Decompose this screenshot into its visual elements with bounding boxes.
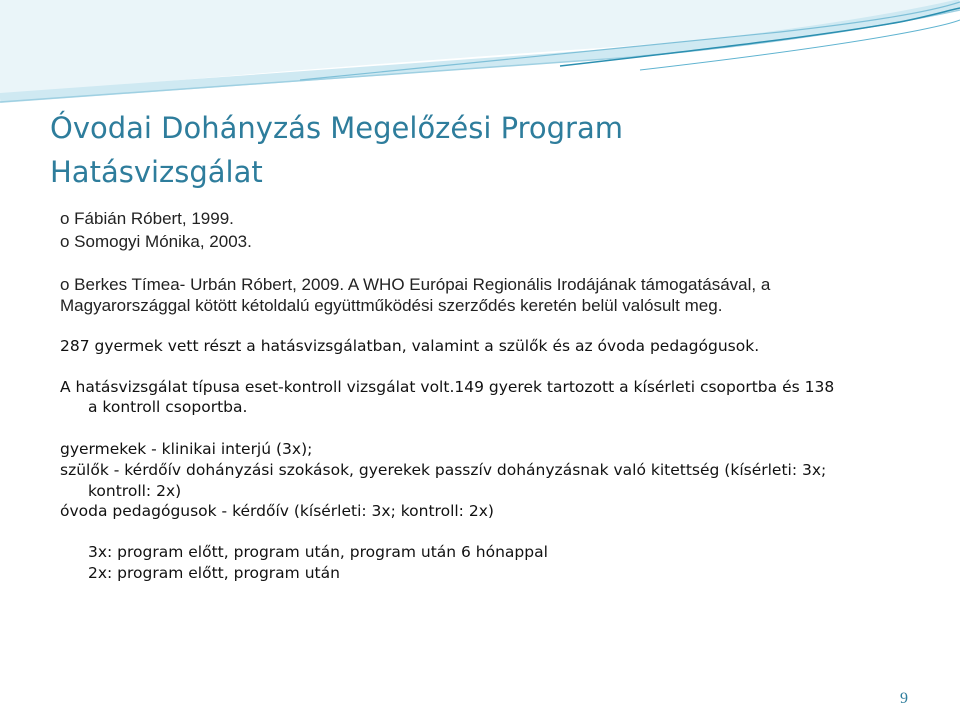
- title-line-2: Hatásvizsgálat: [50, 155, 263, 189]
- who-paragraph-line-2: Magyarországgal kötött kétoldalú együttműködési szerződés keretén belül valósult meg.: [60, 296, 723, 315]
- slide-title: [50, 106, 910, 194]
- method-children: gyermekek - klinikai interjú (3x);: [60, 440, 313, 458]
- study-type-line-1: A hatásvizsgálat típusa eset-kontroll vizsgálat volt.149 gyerek tartozott a kísérleti csoportba és 138: [60, 378, 835, 396]
- method-teachers: óvoda pedagógusok - kérdőív (kísérleti: 3x; kontroll: 2x): [60, 502, 494, 520]
- reference-1: o Fábián Róbert, 1999.: [60, 209, 234, 228]
- title-line-1: Óvodai Dohányzás Megelőzési Program: [50, 111, 623, 145]
- participants-text: 287 gyermek vett részt a hatásvizsgálatban, valamint a szülők és az óvoda pedagógusok.: [60, 337, 760, 355]
- study-type-line-2: a kontroll csoportba.: [88, 398, 248, 416]
- legend-three-x: 3x: program előtt, program után, program után 6 hónappal: [88, 543, 548, 561]
- method-parents-line-2: kontroll: 2x): [88, 482, 182, 500]
- method-parents-line-1: szülők - kérdőív dohányzási szokások, gyerekek passzív dohányzásnak való kitettség (kísérleti: 3x;: [60, 461, 827, 479]
- legend-two-x: 2x: program előtt, program után: [88, 564, 340, 582]
- who-paragraph-line-1: o Berkes Tímea- Urbán Róbert, 2009. A WHO Európai Regionális Irodájának támogatásával, a: [60, 275, 771, 294]
- reference-2: o Somogyi Mónika, 2003.: [60, 232, 252, 251]
- page-number: 9: [900, 690, 908, 707]
